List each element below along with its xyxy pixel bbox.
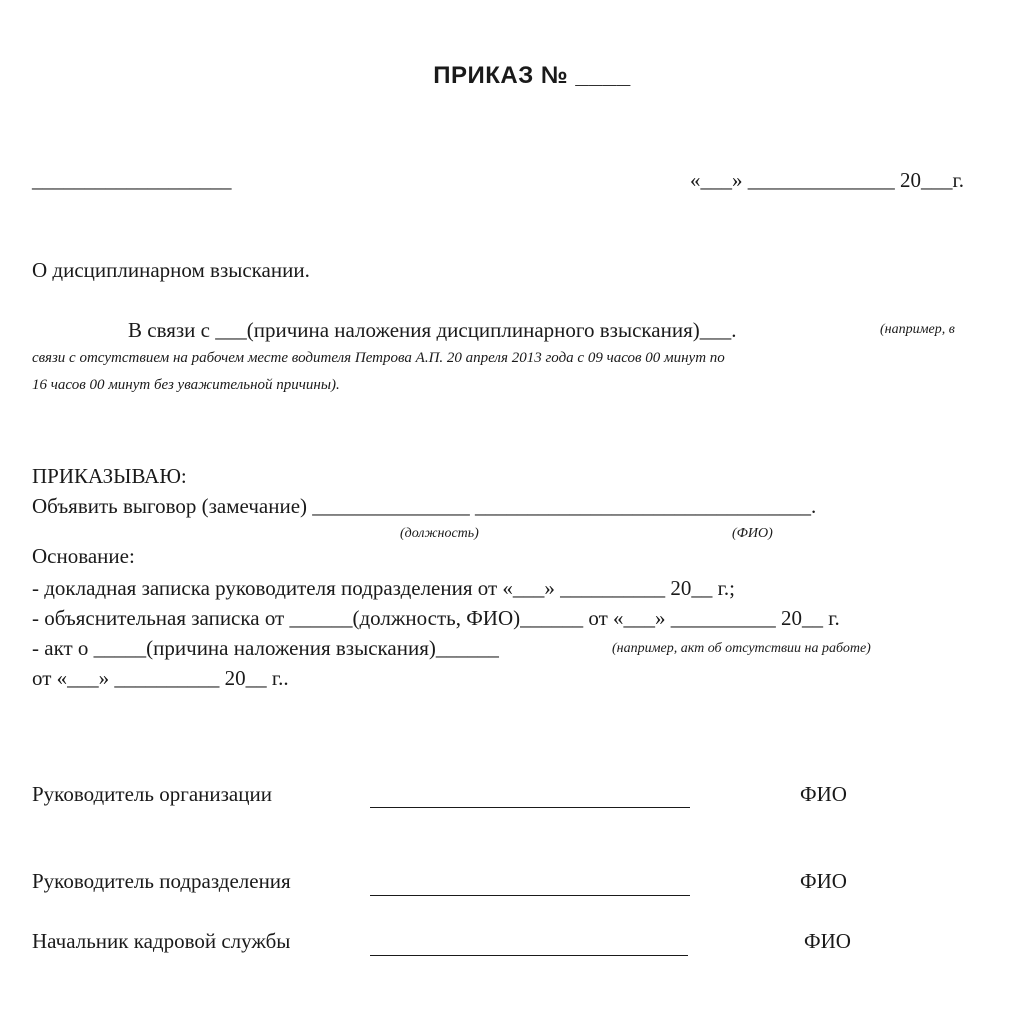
reason-example-line: 16 часов 00 минут без уважительной причины). — [32, 377, 340, 393]
signature-fio: ФИО — [804, 929, 851, 953]
basis-item-hint: (например, акт об отсутствии на работе) — [612, 641, 871, 656]
position-hint: (должность) — [400, 526, 479, 541]
signature-fio: ФИО — [800, 782, 847, 806]
order-heading: ПРИКАЗЫВАЮ: — [32, 464, 187, 488]
basis-item: - акт о _____(причина наложения взыскания)______ — [32, 636, 499, 660]
page-title: ПРИКАЗ № ____ — [433, 62, 631, 89]
reprimand-line: Объявить выговор (замечание) _______________ ________________________________. — [32, 494, 817, 518]
basis-item-continuation: от «___» __________ 20__ г.. — [32, 666, 289, 690]
signature-fio: ФИО — [800, 869, 847, 893]
signature-line[interactable] — [370, 955, 688, 956]
reason-hint-start: (например, в — [880, 322, 955, 337]
basis-item: - объяснительная записка от ______(должность, ФИО)______ от «___» __________ 20__ г. — [32, 606, 840, 630]
signature-line[interactable] — [370, 807, 690, 808]
signature-role: Руководитель организации — [32, 782, 272, 806]
basis-heading: Основание: — [32, 544, 135, 568]
signature-line[interactable] — [370, 895, 690, 896]
signature-role: Начальник кадровой службы — [32, 929, 291, 953]
subject-line: О дисциплинарном взыскании. — [32, 258, 310, 282]
header-date: «___» ______________ 20___г. — [690, 168, 964, 192]
basis-item: - докладная записка руководителя подразделения от «___» __________ 20__ г.; — [32, 576, 735, 600]
reason-example-line: связи с отсутствием на рабочем месте водителя Петрова А.П. 20 апреля 2013 года с 09 часов 00 минут по — [32, 350, 725, 366]
header-left-blank: ___________________ — [32, 168, 232, 192]
fio-hint: (ФИО) — [732, 526, 773, 541]
signature-role: Руководитель подразделения — [32, 869, 291, 893]
reason-line: В связи с ___(причина наложения дисциплинарного взыскания)___. — [128, 318, 737, 342]
